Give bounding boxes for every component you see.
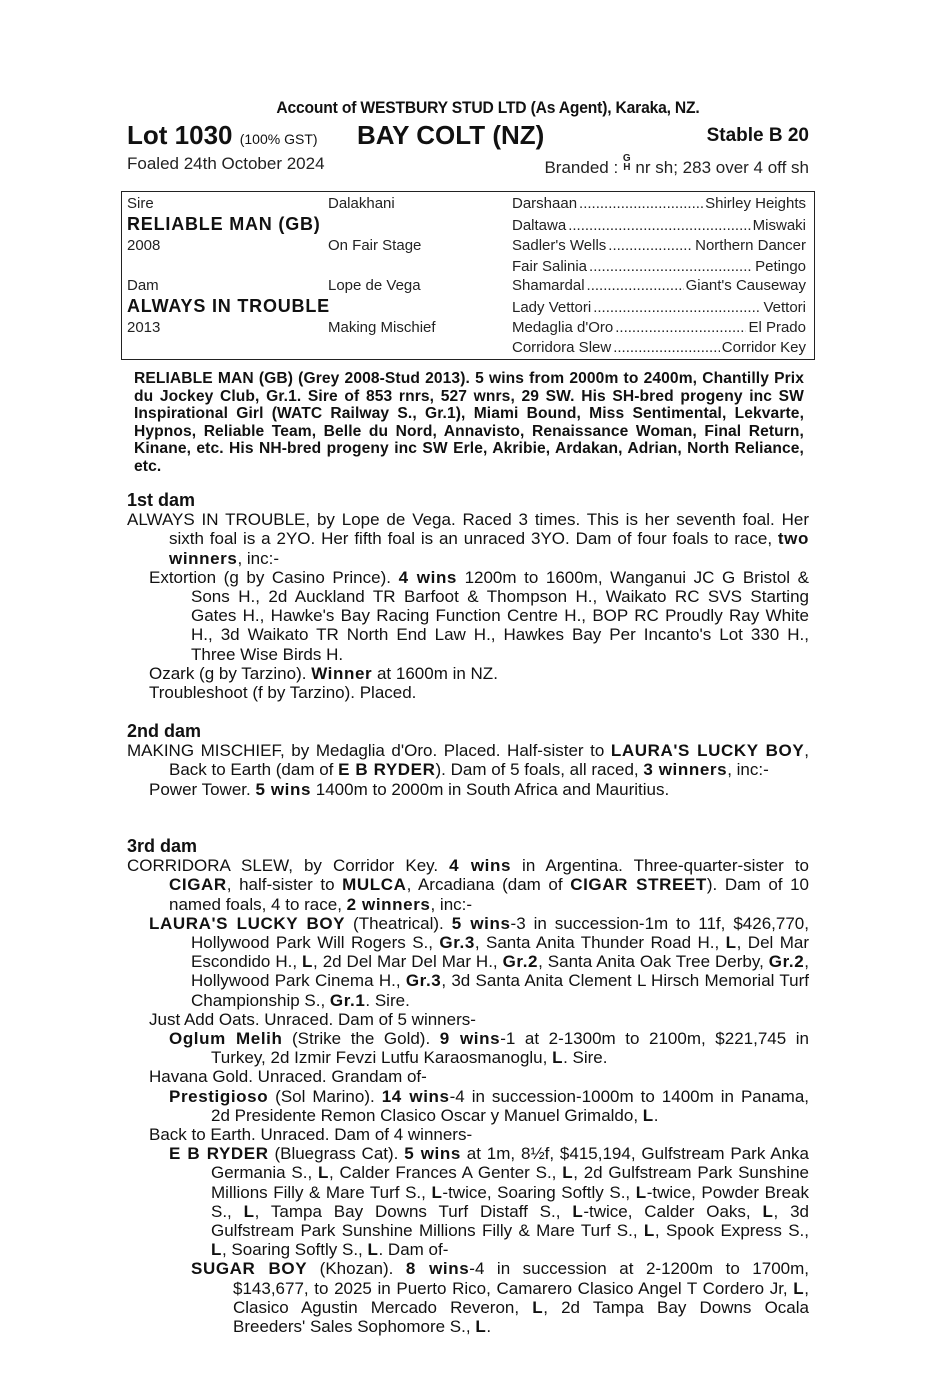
text: . Dam of-	[378, 1240, 449, 1260]
wins-count: 14 wins	[381, 1086, 450, 1106]
text: -twice, Powder Break S.,	[211, 1182, 809, 1221]
wins-count: 4 wins	[398, 567, 457, 587]
brand-mark-bottom: H	[623, 162, 631, 173]
text: , half-sister to	[226, 875, 343, 895]
text: CORRIDORA SLEW, by Corridor Key.	[127, 856, 450, 876]
stable-number: Stable B 20	[706, 125, 809, 146]
sire-summary: RELIABLE MAN (GB) (Grey 2008-Stud 2013). 5 wins from 2000m to 2400m, Chantilly Prix du Jockey Club, Gr.1. Sire of 853 rnrs, 527 wnrs, 29 SW. His SH-bred progeny inc SW Inspirational Girl (WATC Railway S., Gr.1), Miami Bound, Miss Sentimental, Lekvarte, Hypnos, Reliable Team, Belle du Nord, Annavisto, Renaissance Woman, Final Return, Kinane, etc. His NH-bred progeny inc SW Erle, Akribie, Ardakan, Adrian, North Reliance, etc.	[134, 370, 804, 475]
granddam-row	[512, 319, 806, 336]
grand-sire-sire: Shirley Heights	[705, 195, 806, 212]
grade: L	[532, 1297, 544, 1317]
winners-count: 2 winners	[346, 894, 431, 914]
grade: Gr.3	[405, 971, 442, 991]
leader-dots	[568, 217, 750, 234]
first-dam-heading: 1st dam	[127, 490, 196, 510]
text: -twice, Calder Oaks,	[583, 1201, 763, 1221]
third-dam-paragraph	[127, 856, 809, 914]
third-dam-heading: 3rd dam	[127, 836, 198, 856]
wins-count: 4 wins	[449, 856, 512, 876]
leader-dots	[587, 277, 684, 294]
text: .	[653, 1105, 659, 1125]
grade: L	[572, 1201, 584, 1221]
grade: L	[552, 1048, 564, 1068]
granddam-row	[512, 277, 806, 294]
sire-label: Sire	[127, 195, 154, 212]
leader-dots	[589, 258, 753, 275]
text: -3 in succession-1m to 11f, $426,770, Hollywood Park Will Rogers S.,	[191, 913, 809, 953]
catalogue-header	[127, 98, 809, 180]
granddam-row	[512, 195, 806, 212]
wins-count: 8 wins	[405, 1259, 470, 1279]
grand-dam-sire: Vettori	[763, 299, 806, 316]
progeny-havana-gold: Havana Gold. Unraced. Grandam of-	[149, 1067, 427, 1087]
sire-sire: Dalakhani	[328, 195, 395, 212]
text: , 2d Tampa Bay Downs Ocala Breeders' Sales Sophomore S.,	[233, 1297, 809, 1337]
grade: L	[318, 1163, 329, 1183]
horse-name: Oglum Melih	[169, 1029, 283, 1049]
text: (Sol Marino).	[268, 1086, 382, 1106]
grade: L	[367, 1240, 379, 1260]
text: . Sire.	[365, 990, 410, 1010]
gst-note: (100% GST)	[239, 131, 318, 147]
grade: L	[243, 1201, 255, 1221]
grade: Gr.2	[502, 952, 539, 972]
text: , Back to Earth (dam of	[169, 741, 809, 780]
grand-sire-sire: El Prado	[748, 319, 806, 336]
text: , Soaring Softly S.,	[221, 1240, 368, 1260]
text: ALWAYS IN TROUBLE, by Lope de Vega. Raced 3 times. This is her seventh foal. Her sixth foal is a 2YO. Her fifth foal is an unraced 3YO. Dam of four foals to race,	[127, 510, 809, 549]
grand-sire: Medaglia d'Oro	[512, 319, 614, 336]
text: , Arcadiana (dam of	[406, 875, 571, 895]
first-dam-paragraph	[127, 510, 809, 568]
text: , Santa Anita Thunder Road H.,	[474, 933, 726, 953]
text: , Clasico Agustin Mercado Reveron,	[233, 1278, 809, 1317]
text: ). Dam of 10 named foals, 4 to race,	[169, 875, 809, 914]
winners-count: 3 winners	[643, 760, 728, 780]
grand-dam: Daltawa	[512, 217, 567, 234]
text: in Argentina. Three-quarter-sister to	[511, 856, 809, 876]
dam-year: 2013	[127, 319, 161, 336]
progeny-oglum-melih	[127, 1029, 809, 1067]
wins-count: 5 wins	[451, 913, 511, 933]
horse-name: E B RYDER	[169, 1144, 269, 1164]
granddam-row	[512, 237, 806, 254]
grade: L	[725, 933, 737, 953]
text: , 3d Gulfstream Park Sunshine Millions Filly & Mare Turf S.,	[211, 1201, 810, 1241]
grand-dam: Fair Salinia	[512, 258, 588, 275]
grand-sire: Sadler's Wells	[512, 237, 607, 254]
grade: L	[475, 1317, 487, 1337]
horse-description: BAY COLT (NZ)	[357, 120, 545, 150]
grade: L	[762, 1201, 774, 1221]
grand-dam-sire: Petingo	[755, 258, 806, 275]
grade: Gr.2	[768, 952, 805, 972]
leader-dots	[615, 319, 746, 336]
horse-name: E B RYDER	[338, 760, 436, 780]
granddam-row	[512, 217, 806, 234]
grade: L	[635, 1182, 647, 1202]
text: , 3d Santa Anita Clement L Hirsch Memorial Turf Championship S.,	[191, 971, 809, 1010]
progeny-power-tower	[127, 780, 809, 799]
wins-count: 5 wins	[404, 1144, 461, 1164]
grade: L	[643, 1221, 655, 1241]
dam-sire: Lope de Vega	[328, 277, 421, 294]
grade: L	[302, 952, 314, 972]
grade: L	[431, 1182, 443, 1202]
text: 1200m to 1600m, Wanganui JC G Bristol & Sons H., 2d Auckland TR Barfoot & Thompson H., Waikato RC SVS Starting Gates H., Hawke's Bay Racing Function Centre H., BOP RC Proudly Ray White H., 3d Waikato TR North End Law H., Hawkes Bay Per Incanto's Lot 330 H., Three Wise Birds H.	[191, 567, 809, 664]
dam-dam: Making Mischief	[328, 319, 436, 336]
text: (Theatrical).	[345, 913, 452, 933]
wins-count: 5 wins	[255, 779, 312, 799]
progeny-back-to-earth: Back to Earth. Unraced. Dam of 4 winners-	[149, 1125, 473, 1145]
first-dam-section	[127, 491, 809, 702]
text: , Tampa Bay Downs Turf Distaff S.,	[254, 1201, 573, 1221]
text: , inc:-	[430, 894, 473, 914]
wins-count: 9 wins	[439, 1029, 501, 1049]
grade: L	[793, 1278, 805, 1298]
text: -4 in succession at 2-1200m to 1700m, $143,677, to 2025 in Puerto Rico, Camarero Clasico Angel T Cordero Jr,	[233, 1259, 809, 1298]
horse-name: CIGAR STREET	[570, 875, 707, 895]
grand-sire: Shamardal	[512, 277, 585, 294]
text: , Calder Frances A Genter S.,	[329, 1163, 563, 1183]
sire-dam: On Fair Stage	[328, 237, 422, 254]
text: Extortion (g by Casino Prince).	[149, 567, 399, 587]
text: , 2d Gulfstream Park Sunshine Millions Filly & Mare Turf S.,	[211, 1163, 809, 1202]
grand-sire-sire: Northern Dancer	[695, 237, 806, 254]
grade: L	[642, 1105, 654, 1125]
text: , inc:-	[727, 760, 769, 780]
grade: L	[562, 1163, 574, 1183]
progeny-lauras-lucky-boy	[127, 914, 809, 1010]
horse-name: LAURA'S LUCKY BOY	[149, 913, 346, 933]
second-dam-paragraph	[127, 741, 809, 779]
grand-dam-sire: Corridor Key	[721, 339, 806, 356]
text: -1 at 2-1300m to 2100m, $221,745 in Turkey, 2d Izmir Fevzi Lutfu Karaosmanoglu,	[211, 1029, 809, 1068]
text: , Hollywood Park Cinema H.,	[191, 952, 809, 991]
grand-dam: Lady Vettori	[512, 299, 592, 316]
dam-label: Dam	[127, 277, 159, 294]
leader-dots	[613, 339, 720, 356]
progeny-extortion	[127, 568, 809, 664]
text: 1400m to 2000m in South Africa and Mauritius.	[311, 779, 670, 799]
leader-dots	[579, 195, 703, 212]
third-dam-section	[127, 837, 809, 1336]
brand-mark	[623, 154, 631, 172]
text: Ozark (g by Tarzino).	[149, 663, 312, 683]
text: , Del Mar Escondido H.,	[191, 933, 809, 972]
text: -twice, Soaring Softly S.,	[442, 1182, 636, 1202]
granddam-row	[512, 299, 806, 316]
horse-name: LAURA'S LUCKY BOY	[610, 741, 805, 761]
dam-name: ALWAYS IN TROUBLE	[127, 296, 330, 316]
text: , Santa Anita Oak Tree Derby,	[538, 952, 769, 972]
pedigree-table	[121, 191, 815, 360]
horse-name: Prestigioso	[169, 1086, 269, 1106]
wins-count: Winner	[311, 663, 373, 683]
text: Power Tower.	[149, 779, 256, 799]
horse-name: MULCA	[342, 875, 407, 895]
grand-dam-sire: Miswaki	[752, 217, 806, 234]
sire-name: RELIABLE MAN (GB)	[127, 214, 321, 234]
progeny-just-add-oats: Just Add Oats. Unraced. Dam of 5 winners-	[149, 1009, 476, 1029]
second-dam-section	[127, 722, 809, 799]
text: . Sire.	[563, 1048, 608, 1068]
text: at 1600m in NZ.	[372, 663, 498, 683]
grand-sire-sire: Giant's Causeway	[685, 277, 806, 294]
lot-number-text: Lot 1030	[127, 120, 233, 150]
leader-dots	[608, 237, 693, 254]
text: , Spook Express S.,	[654, 1221, 809, 1241]
progeny-sugar-boy	[127, 1259, 809, 1336]
text: , inc:-	[237, 548, 280, 568]
text: ). Dam of 5 foals, all raced,	[435, 760, 644, 780]
progeny-prestigioso	[127, 1087, 809, 1125]
lot-line	[127, 120, 809, 150]
text: .	[486, 1317, 492, 1337]
granddam-row	[512, 339, 806, 356]
grade: Gr.3	[439, 933, 475, 953]
foaled-line	[127, 154, 809, 180]
winners-count: two winners	[169, 529, 809, 568]
lot-number	[127, 120, 318, 151]
text: (Strike the Gold).	[282, 1029, 440, 1049]
brand-mark-top: G	[622, 153, 631, 164]
sire-year: 2008	[127, 237, 161, 254]
vendor-account: Account of WESTBURY STUD LTD (As Agent), Karaka, NZ.	[276, 98, 700, 117]
branded-label: Branded :	[544, 158, 623, 177]
leader-dots	[593, 299, 761, 316]
progeny-troubleshoot: Troubleshoot (f by Tarzino). Placed.	[149, 683, 417, 703]
granddam-row	[512, 258, 806, 275]
text: (Bluegrass Cat).	[268, 1144, 405, 1164]
text: , 2d Del Mar Del Mar H.,	[313, 952, 503, 972]
grand-dam: Corridora Slew	[512, 339, 612, 356]
brand-description	[544, 154, 809, 178]
text: MAKING MISCHIEF, by Medaglia d'Oro. Placed. Half-sister to	[127, 741, 611, 761]
progeny-e-b-ryder	[127, 1144, 809, 1259]
progeny-ozark	[127, 664, 809, 683]
grade: L	[211, 1240, 222, 1260]
text: at 1m, 8½f, $415,194, Gulfstream Park Anka Germania S.,	[211, 1144, 809, 1183]
grade: Gr.1	[329, 990, 366, 1010]
brand-detail: nr sh; 283 over 4 off sh	[630, 158, 809, 177]
horse-name: CIGAR	[169, 875, 227, 895]
text: (Khozan).	[307, 1259, 406, 1279]
text: -4 in succession-1000m to 1400m in Panama, 2d Presidente Remon Clasico Oscar y Manuel Grimaldo,	[211, 1086, 810, 1125]
horse-name: SUGAR BOY	[191, 1259, 308, 1279]
second-dam-heading: 2nd dam	[127, 721, 202, 741]
grand-sire: Darshaan	[512, 195, 578, 212]
foaled-date: Foaled 24th October 2024	[127, 154, 325, 173]
